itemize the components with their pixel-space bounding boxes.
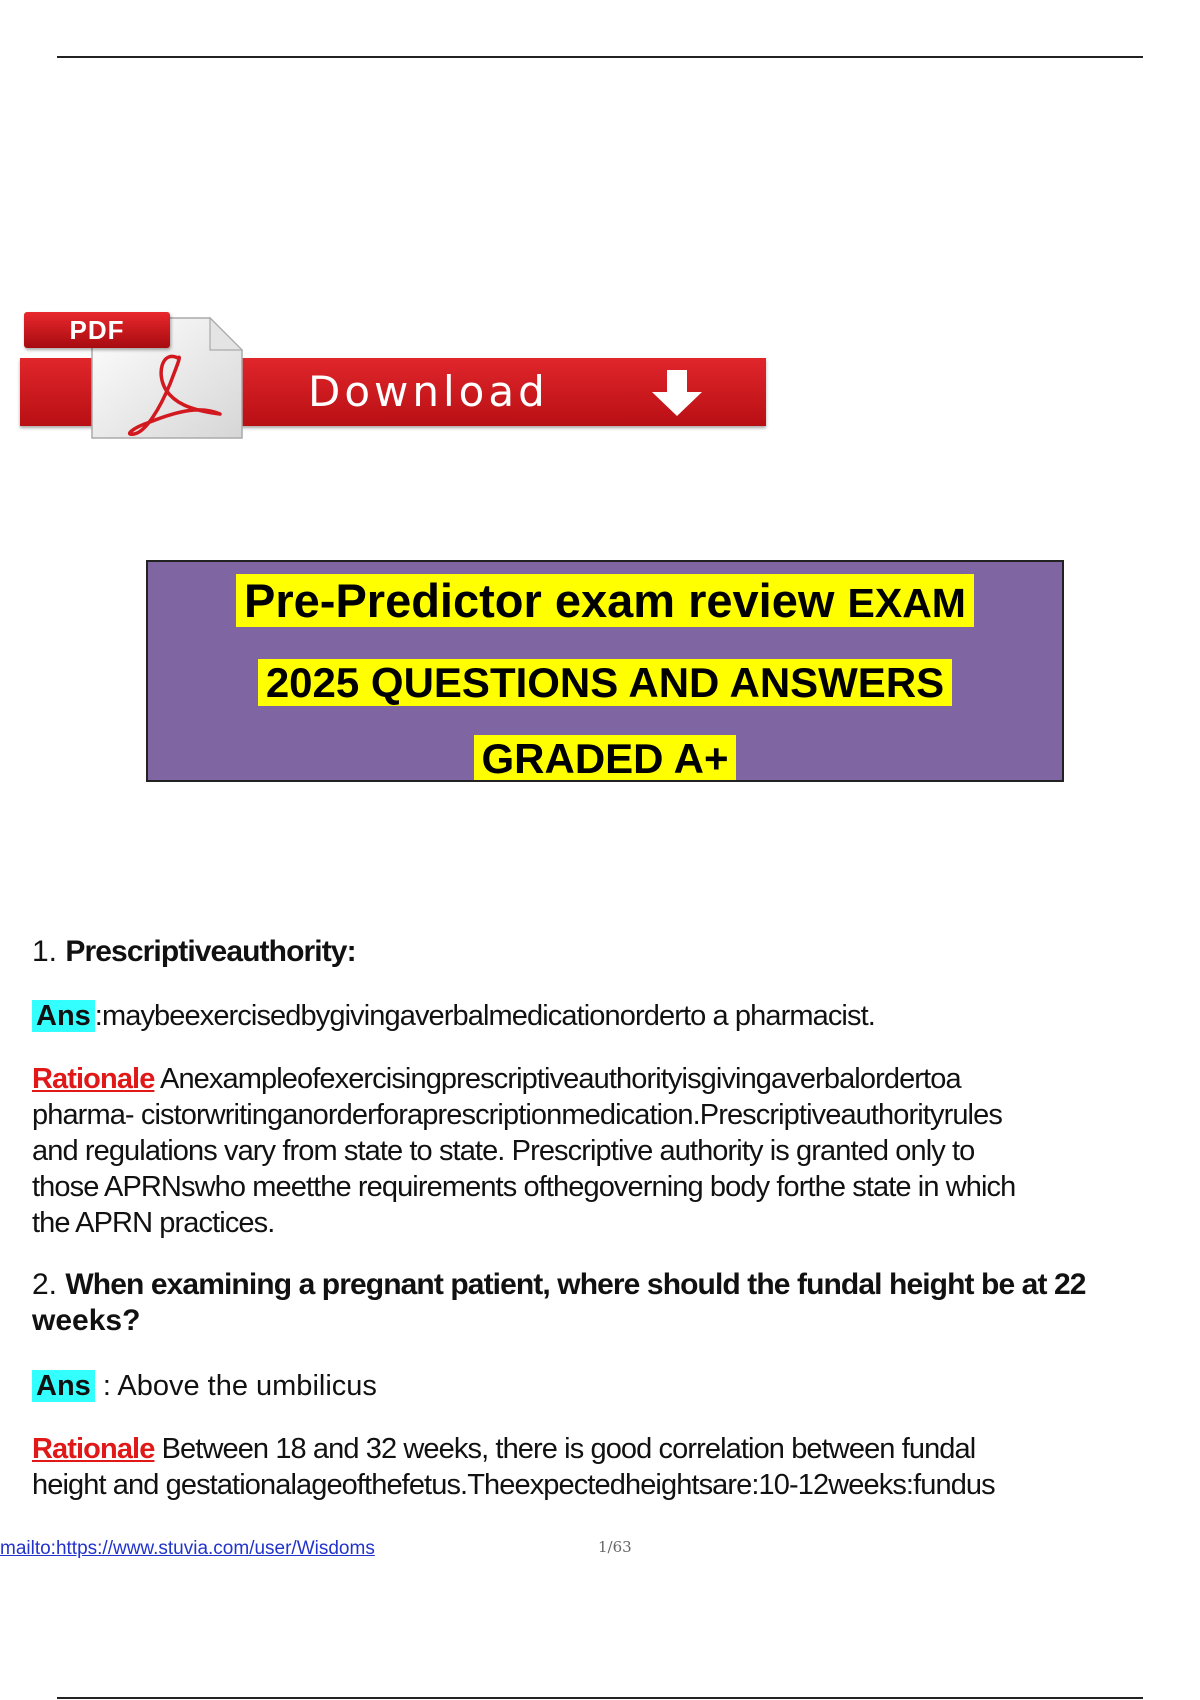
rationale-line: Rationale Between 18 and 32 weeks, there is good correlation between fundal xyxy=(32,1433,976,1465)
answer-2 xyxy=(32,1368,377,1404)
rationale-label: Rationale xyxy=(32,1063,155,1095)
rationale-line: Rationale Anexampleofexercisingprescriptiveauthorityisgivingaverbalordertoa xyxy=(32,1063,961,1095)
download-label[interactable]: Download xyxy=(308,367,549,416)
question-2 xyxy=(32,1267,1086,1339)
rationale-line: height and gestationalageofthefetus.Theexpectedheightsare:10-12weeks:fundus xyxy=(32,1469,995,1501)
pdf-badge: PDF xyxy=(24,312,170,348)
rationale-line: and regulations vary from state to state. Prescriptive authority is granted only to xyxy=(32,1135,975,1167)
title-line-1 xyxy=(148,572,1062,632)
top-rule xyxy=(57,56,1143,58)
pdf-download-banner[interactable] xyxy=(20,308,766,442)
answer-text: :maybeexercisedbygivingaverbalmedicationorderto a pharmacist. xyxy=(94,1000,875,1032)
question-number: 1. xyxy=(32,935,58,968)
answer-1 xyxy=(32,998,875,1034)
title-exam: EXAM xyxy=(847,580,966,626)
question-text-cont: weeks? xyxy=(32,1304,141,1337)
answer-text: : Above the umbilicus xyxy=(94,1370,377,1402)
rationale-1 xyxy=(32,1061,1015,1241)
rationale-line: the APRN practices. xyxy=(32,1207,275,1239)
document-title-box xyxy=(146,560,1064,782)
footer-link[interactable]: mailto:https://www.stuvia.com/user/Wisdoms xyxy=(0,1538,375,1559)
rationale-line: those APRNswho meetthe requirements ofthegoverning body forthe state in which xyxy=(32,1171,1016,1203)
bottom-rule xyxy=(57,1697,1143,1699)
rationale-label: Rationale xyxy=(32,1433,155,1465)
title-line-2: 2025 QUESTIONS AND ANSWERS xyxy=(148,658,1062,708)
rationale-2 xyxy=(32,1431,995,1503)
title-main: Pre-Predictor exam review xyxy=(244,574,835,627)
question-number: 2. xyxy=(32,1268,58,1301)
page-number: 1/63 xyxy=(598,1538,632,1556)
ans-label: Ans xyxy=(32,1000,95,1032)
question-text: When examining a pregnant patient, where should the fundal height be at 22 xyxy=(65,1268,1086,1301)
question-text: Prescriptiveauthority: xyxy=(65,935,356,968)
ans-label: Ans xyxy=(32,1370,95,1402)
question-1 xyxy=(32,934,356,970)
download-arrow-icon[interactable] xyxy=(648,370,706,416)
rationale-line: pharma- cistorwritinganorderforaprescriptionmedication.Prescriptiveauthorityrules xyxy=(32,1099,1002,1131)
title-line-3: GRADED A+ xyxy=(148,734,1062,782)
